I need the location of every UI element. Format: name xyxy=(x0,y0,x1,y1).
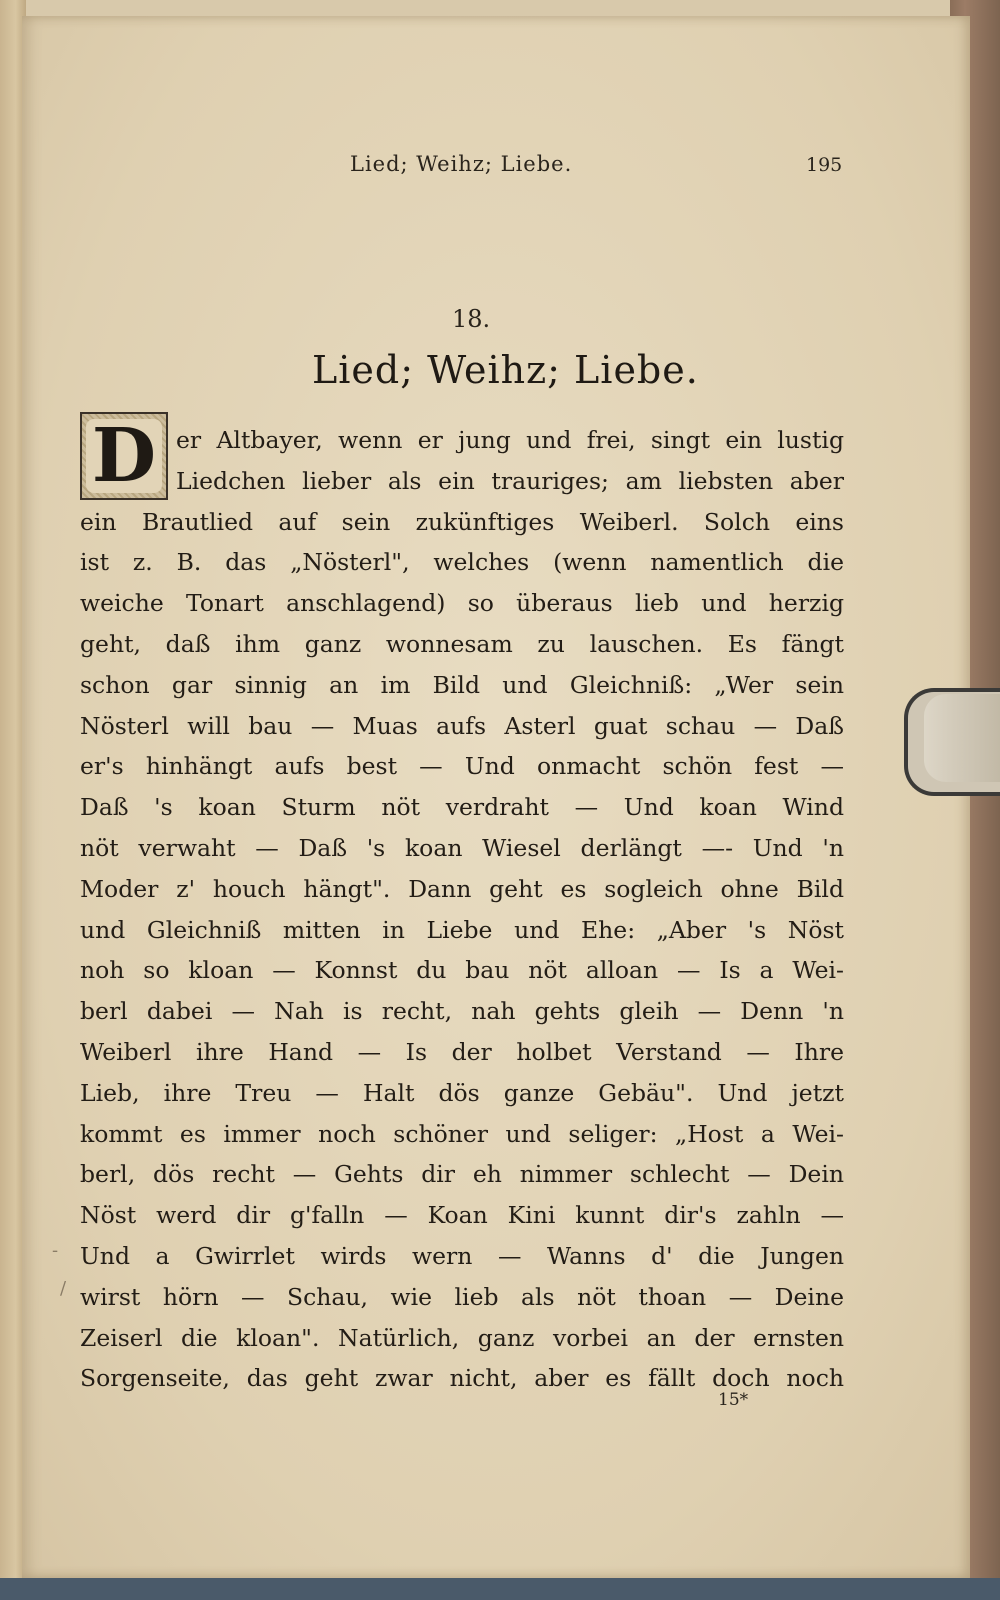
chapter-title: Lied; Weihz; Liebe. xyxy=(312,348,699,392)
text-line: Und a Gwirrlet wirds wern — Wanns d' die Jungen xyxy=(80,1241,844,1270)
text-line: schon gar sinnig an im Bild und Gleichniß: „Wer sein xyxy=(80,670,844,699)
text-line: ein Brautlied auf sein zukünftiges Weiberl. Solch eins xyxy=(80,507,844,536)
text-line: berl dabei — Nah is recht, nah gehts gleih — Denn 'n xyxy=(80,997,844,1026)
margin-pencil-mark: / xyxy=(60,1278,67,1299)
bookmark-clip-inner xyxy=(924,694,1000,782)
text-line: ist z. B. das „Nösterl", welches (wenn namentlich die xyxy=(80,548,844,577)
margin-pencil-mark: - xyxy=(52,1240,59,1261)
text-line: berl, dös recht — Gehts dir eh nimmer schlecht — Dein xyxy=(80,1160,844,1189)
running-head-title: Lied; Weihz; Liebe. xyxy=(350,152,573,176)
text-line: weiche Tonart anschlagend) so überaus lieb und herzig xyxy=(80,589,844,618)
text-line: und Gleichniß mitten in Liebe und Ehe: „Aber 's Nöst xyxy=(80,915,844,944)
text-line: Nösterl will bau — Muas aufs Asterl guat schau — Daß xyxy=(80,711,844,740)
text-line: nöt verwaht — Daß 's koan Wiesel derlängt —- Und 'n xyxy=(80,833,844,862)
page-number: 195 xyxy=(806,154,843,176)
initial-letter: D xyxy=(86,419,162,493)
text-line: noh so kloan — Konnst du bau nöt alloan — Is a Wei- xyxy=(80,956,844,985)
text-line: Nöst werd dir g'falln — Koan Kini kunnt dir's zahln — xyxy=(80,1201,844,1230)
text-line: Daß 's koan Sturm nöt verdraht — Und koan Wind xyxy=(80,793,844,822)
text-line: wirst hörn — Schau, wie lieb als nöt thoan — Deine xyxy=(80,1282,844,1311)
signature-mark: 15* xyxy=(718,1390,749,1410)
text-line: Zeiserl die kloan". Natürlich, ganz vorbei an der ernsten xyxy=(80,1323,844,1352)
body-text xyxy=(80,420,844,1399)
chapter-number: 18. xyxy=(452,305,491,333)
text-line: er Altbayer, wenn er jung und frei, singt ein lustig xyxy=(176,426,844,454)
text-line: Sorgenseite, das geht zwar nicht, aber es fällt doch noch xyxy=(80,1364,844,1393)
text-line: Lieb, ihre Treu — Halt dös ganze Gebäu". Und jetzt xyxy=(80,1078,844,1107)
text-line: Liedchen lieber als ein trauriges; am liebsten aber xyxy=(176,466,844,495)
text-line: er's hinhängt aufs best — Und onmacht schön fest — xyxy=(80,752,844,781)
text-line: Moder z' houch hängt". Dann geht es sogleich ohne Bild xyxy=(80,874,844,903)
scan-bottom-edge xyxy=(0,1578,1000,1600)
text-line: kommt es immer noch schöner und seliger: „Host a Wei- xyxy=(80,1119,844,1148)
text-line: Weiberl ihre Hand — Is der holbet Verstand — Ihre xyxy=(80,1037,844,1066)
text-line: geht, daß ihm ganz wonnesam zu lauschen. Es fängt xyxy=(80,629,844,658)
